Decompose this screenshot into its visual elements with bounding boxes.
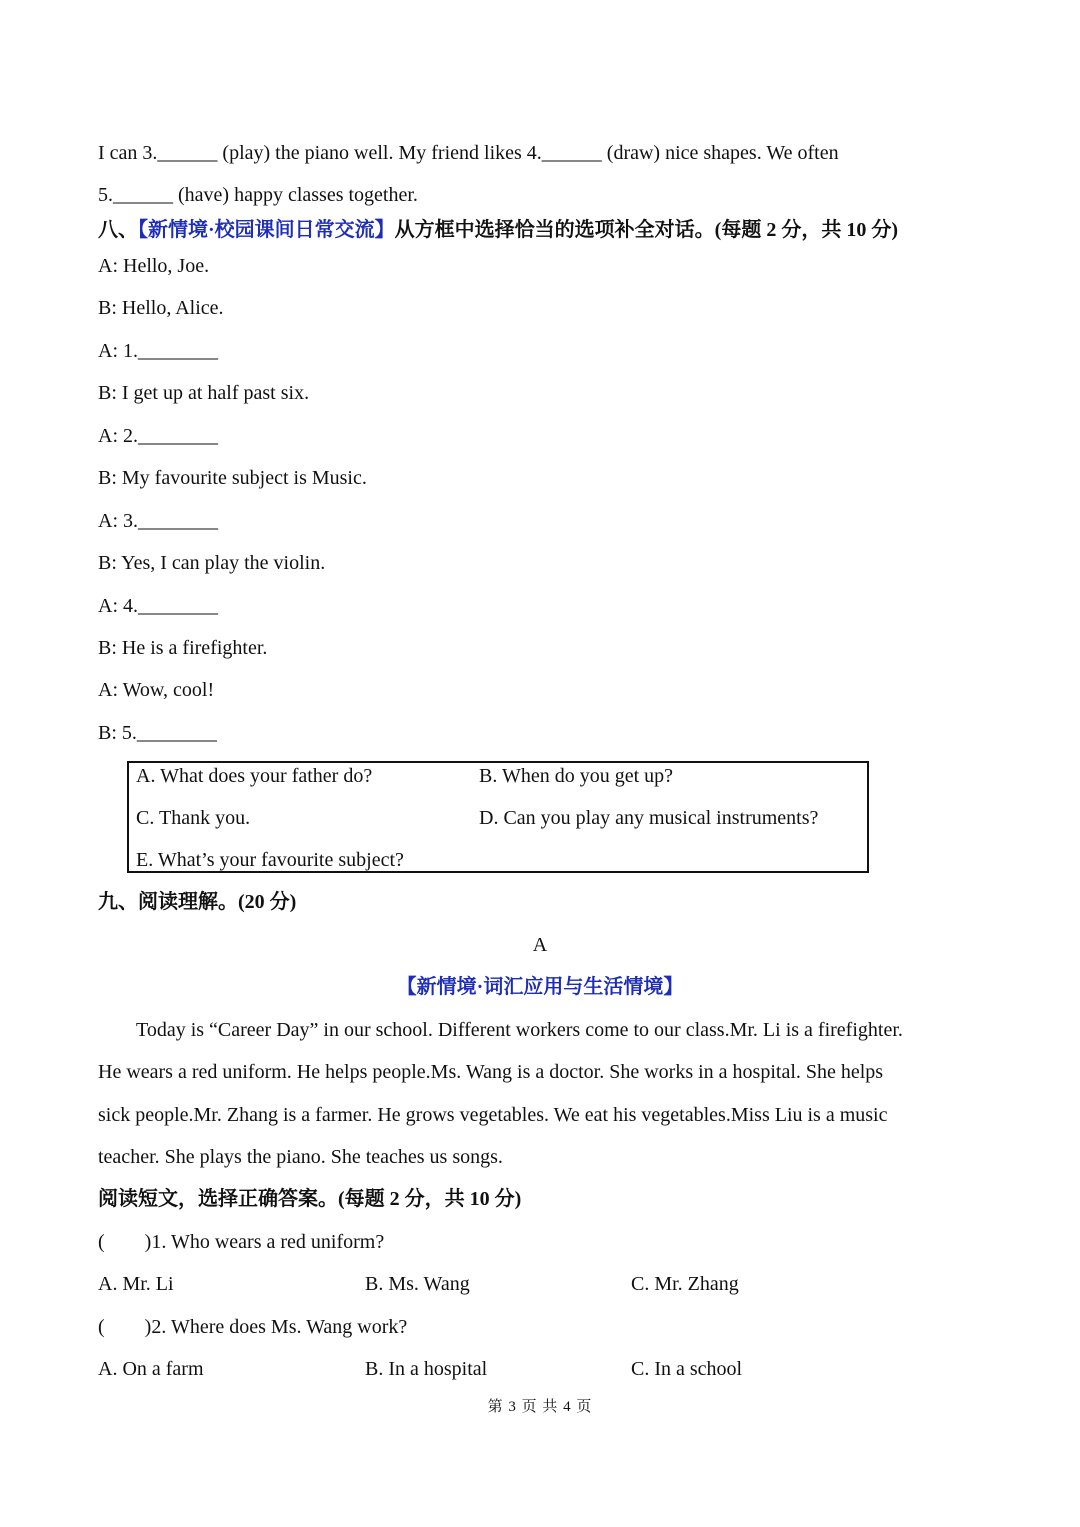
fill-in-line-2: 5.______ (have) happy classes together. <box>98 184 418 206</box>
option-a: A. What does your father do? <box>136 765 373 787</box>
dialogue-line: B: I get up at half past six. <box>98 382 310 404</box>
passage-tag: 【新情境·词汇应用与生活情境】 <box>396 976 684 998</box>
question-2-option-a: A. On a farm <box>98 1358 204 1380</box>
passage-line: He wears a red uniform. He helps people.Ms. Wang is a doctor. She works in a hospital. She helps <box>98 1061 884 1083</box>
question-2-option-c: C. In a school <box>631 1358 743 1380</box>
passage-line: Today is “Career Day” in our school. Different workers come to our class.Mr. Li is a firefighter. <box>136 1019 903 1041</box>
dialogue-line: A: 3.________ <box>98 510 218 532</box>
option-b: B. When do you get up? <box>479 765 674 787</box>
dialogue-line: A: 1.________ <box>98 340 218 362</box>
section-8-instruction: 从方框中选择恰当的选项补全对话。 <box>394 219 715 241</box>
question-2-stem: ( )2. Where does Ms. Wang work? <box>98 1316 408 1338</box>
section-9-heading: 九、阅读理解。(20 分) <box>98 891 297 913</box>
page-footer: 第 3 页 共 4 页 <box>487 1399 593 1415</box>
dialogue-line: A: 2.________ <box>98 425 218 447</box>
dialogue-line: A: 4.________ <box>98 595 218 617</box>
fill-in-line-1: I can 3.______ (play) the piano well. My friend likes 4.______ (draw) nice shapes. We often <box>98 142 839 164</box>
passage-line: sick people.Mr. Zhang is a farmer. He grows vegetables. We eat his vegetables.Miss Liu is a music <box>98 1104 888 1126</box>
question-1-option-a: A. Mr. Li <box>98 1273 174 1295</box>
question-1-stem: ( )1. Who wears a red uniform? <box>98 1231 385 1253</box>
passage-line: teacher. She plays the piano. She teaches us songs. <box>98 1146 503 1168</box>
dialogue-line: B: My favourite subject is Music. <box>98 467 367 489</box>
option-e: E. What’s your favourite subject? <box>136 849 404 871</box>
dialogue-line: A: Wow, cool! <box>98 679 215 701</box>
section-8-tag: 【新情境·校园课间日常交流】 <box>138 219 395 241</box>
question-1-option-b: B. Ms. Wang <box>365 1273 470 1295</box>
section-8-score: (每题 2 分，共 10 分) <box>714 219 898 241</box>
dialogue-line: B: He is a firefighter. <box>98 637 268 659</box>
dialogue-line: B: 5.________ <box>98 722 217 744</box>
question-1-option-c: C. Mr. Zhang <box>631 1273 739 1295</box>
section-8-number: 八、 <box>98 219 138 241</box>
dialogue-line: A: Hello, Joe. <box>98 255 210 277</box>
passage-part-label: A <box>532 934 548 956</box>
question-2-option-b: B. In a hospital <box>365 1358 488 1380</box>
section-8-heading <box>98 217 898 243</box>
dialogue-line: B: Hello, Alice. <box>98 297 224 319</box>
dialogue-line: B: Yes, I can play the violin. <box>98 552 326 574</box>
reading-instruction: 阅读短文，选择正确答案。(每题 2 分，共 10 分) <box>98 1188 522 1210</box>
option-d: D. Can you play any musical instruments? <box>479 807 819 829</box>
option-c: C. Thank you. <box>136 807 251 829</box>
